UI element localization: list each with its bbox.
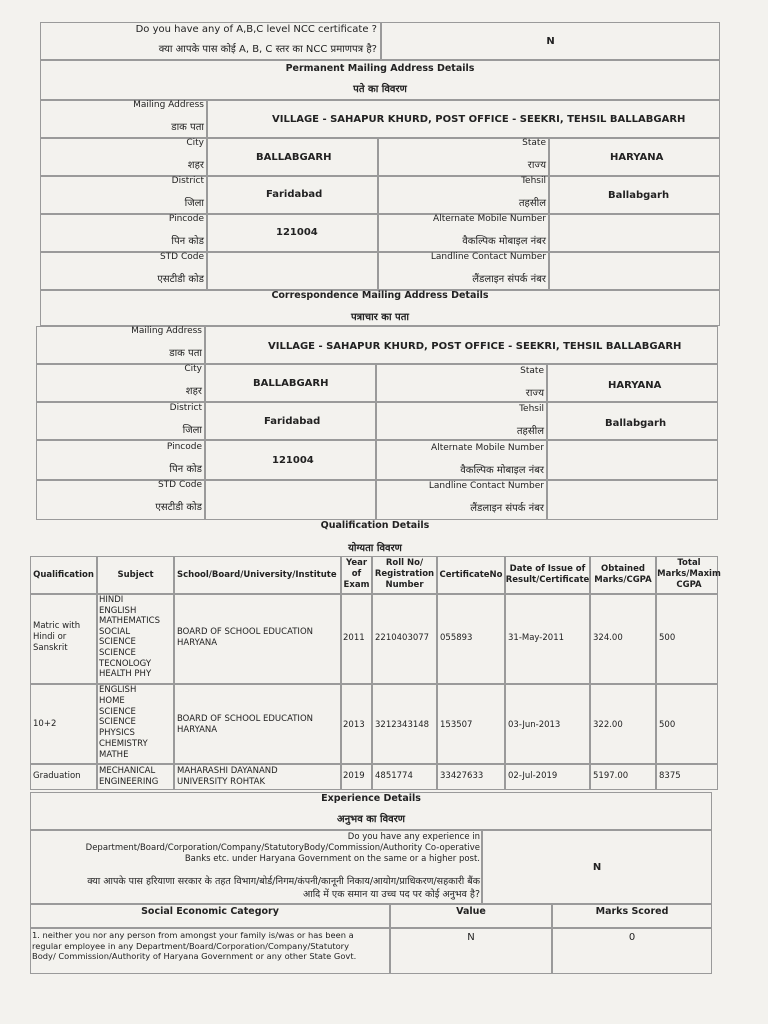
qual-row-qualification: Matric with Hindi or Sanskrit [33, 621, 81, 653]
experience-question-hi: क्या आपके पास हरियाणा सरकार के तहत विभाग/बोर्ड/निगम/कंपनी/कानूनी निकाय/आयोग/प्राधिकरण/सहकारी बैंक आदि में एक समान या उच्च पद पर कोई अनुभव है? [87, 876, 480, 900]
qual-row-qualification: Graduation [33, 771, 81, 781]
correspondence-title-hi: पत्राचार का पता [350, 312, 410, 323]
corr-city-value: BALLABGARH [253, 378, 329, 389]
socio-row1-value: N [467, 932, 475, 943]
corr-district-label-hi: जिला [182, 425, 202, 436]
qual-row-cert: 153507 [440, 720, 473, 730]
perm-pincode-value: 121004 [276, 227, 318, 238]
corr-altmobile-label-hi: वैकल्पिक मोबाइल नंबर [460, 465, 544, 476]
corr-landline-label-en: Landline Contact Number [428, 481, 544, 491]
qual-row-board: MAHARASHI DAYANAND UNIVERSITY ROHTAK [177, 766, 278, 787]
perm-altmobile-label-en: Alternate Mobile Number [433, 214, 546, 224]
corr-state-label-en: State [520, 366, 544, 376]
perm-state-label-en: State [522, 138, 546, 148]
qual-row-qualification: 10+2 [33, 719, 57, 729]
corr-altmobile-label-en: Alternate Mobile Number [431, 443, 544, 453]
perm-tehsil-label-hi: तहसील [518, 198, 546, 209]
qual-row-roll: 4851774 [375, 771, 413, 781]
qual-header-date-text: Date of Issue of Result/Certificate [505, 564, 590, 585]
qual-row-total: 8375 [659, 771, 681, 781]
qual-row-cert: 055893 [440, 633, 473, 643]
qual-row-year: 2013 [343, 720, 365, 730]
qual-row-board: BOARD OF SCHOOL EDUCATION HARYANA [177, 714, 313, 735]
qual-row-subject: HINDI ENGLISH MATHEMATICS SOCIAL SCIENCE SCIENCE TECNOLOGY HEALTH PHY [99, 595, 160, 680]
corr-altmobile-value-cell [547, 440, 718, 480]
correspondence-title-en: Correspondence Mailing Address Details [271, 290, 489, 301]
qual-header-board-text: School/Board/University/Institute [177, 570, 337, 580]
perm-tehsil-value: Ballabgarh [608, 190, 670, 201]
qual-row-total: 500 [659, 633, 676, 643]
qual-row-year: 2019 [343, 771, 365, 781]
perm-city-label-hi: शहर [187, 160, 204, 171]
permanent-title-hi: पते का विवरण [353, 84, 407, 95]
qual-row-board: BOARD OF SCHOOL EDUCATION HARYANA [177, 627, 313, 648]
ncc-question-hi: क्या आपके पास कोई A, B, C स्तर का NCC प्रमाणपत्र है? [158, 44, 377, 55]
socio-header-value-text: Value [456, 906, 486, 917]
corr-mailing-label-en: Mailing Address [131, 326, 202, 336]
corr-landline-label-hi: लैंडलाइन संपर्क नंबर [470, 503, 544, 514]
perm-std-value-cell [207, 252, 378, 290]
socio-header-marks-text: Marks Scored [595, 906, 669, 917]
perm-district-label-en: District [171, 176, 204, 186]
corr-state-label-hi: राज्य [525, 388, 544, 399]
experience-title-hi: अनुभव का विवरण [336, 814, 406, 825]
corr-tehsil-value: Ballabgarh [605, 418, 667, 429]
corr-std-label-en: STD Code [157, 480, 202, 490]
qual-row-cert: 33427633 [440, 771, 484, 781]
qual-row-roll: 2210403077 [375, 633, 430, 643]
perm-mailing-label-en: Mailing Address [133, 100, 204, 110]
qual-row-obtained: 324.00 [593, 633, 623, 643]
qual-row-total: 500 [659, 720, 676, 730]
qualification-title-hi: योग्यता विवरण [348, 543, 402, 554]
perm-mailing-label-hi: डाक पता [171, 122, 204, 133]
qual-row-date: 31-May-2011 [508, 633, 565, 643]
perm-district-value: Faridabad [266, 189, 323, 200]
perm-mailing-value: VILLAGE - SAHAPUR KHURD, POST OFFICE - SEEKRI, TEHSIL BALLABGARH [272, 114, 686, 125]
perm-state-label-hi: राज्य [527, 160, 546, 171]
qual-row-subject: MECHANICAL ENGINEERING [99, 766, 159, 787]
perm-std-label-hi: एसटीडी कोड [157, 274, 204, 285]
perm-altmobile-value-cell [549, 214, 720, 252]
corr-state-value: HARYANA [608, 380, 662, 391]
socio-row1-text: 1. neither you nor any person from amongst your family is/was or has been a regular employee in any Department/Board/Corporation/Company/Statutory Body/ Commission/Authority of Haryana Government or any other State Govt. [32, 930, 357, 961]
corr-pincode-label-hi: पिन कोड [169, 464, 202, 475]
perm-city-value: BALLABGARH [256, 152, 332, 163]
corr-district-value: Faridabad [264, 416, 321, 427]
perm-district-label-hi: जिला [184, 198, 204, 209]
qual-header-obtained-text: Obtained Marks/CGPA [594, 564, 652, 585]
experience-value: N [592, 862, 602, 873]
qual-header-cert-text: CertificateNo [439, 570, 503, 580]
corr-pincode-value: 121004 [272, 455, 314, 466]
qual-header-subject-text: Subject [117, 570, 154, 580]
perm-city-label-en: City [186, 138, 204, 148]
corr-district-label-en: District [169, 403, 202, 413]
experience-title-en: Experience Details [321, 793, 421, 804]
corr-std-value-cell [205, 480, 376, 520]
perm-pincode-label-hi: पिन कोड [171, 236, 204, 247]
corr-landline-value-cell [547, 480, 718, 520]
corr-tehsil-label-en: Tehsil [519, 404, 544, 414]
qual-row-date: 02-Jul-2019 [508, 771, 558, 781]
perm-altmobile-label-hi: वैकल्पिक मोबाइल नंबर [462, 236, 546, 247]
qual-header-roll-text: Roll No/ Registration Number [374, 558, 435, 590]
corr-city-label-en: City [184, 364, 202, 374]
permanent-title-en: Permanent Mailing Address Details [285, 63, 475, 74]
corr-city-label-hi: शहर [185, 386, 202, 397]
experience-question-en: Do you have any experience in Department/Board/Corporation/Company/StatutoryBody/Commission/Authority Co-operative Banks etc. under Haryana Government on the same or a higher post. [85, 832, 480, 864]
qualification-title-en: Qualification Details [320, 520, 430, 531]
corr-mailing-label-hi: डाक पता [169, 348, 202, 359]
qual-row-year: 2011 [343, 633, 365, 643]
perm-landline-label-en: Landline Contact Number [430, 252, 546, 262]
perm-std-label-en: STD Code [159, 252, 204, 262]
qual-row-obtained: 322.00 [593, 720, 623, 730]
socio-row1-marks: 0 [628, 932, 636, 943]
perm-tehsil-label-en: Tehsil [521, 176, 546, 186]
qual-header-year-text: Year of Exam [343, 558, 370, 590]
qual-header-qualification-text: Qualification [33, 570, 94, 580]
socio-header-category-text: Social Economic Category [141, 906, 279, 917]
ncc-question-en: Do you have any of A,B,C level NCC certificate ? [135, 24, 377, 35]
corr-std-label-hi: एसटीडी कोड [155, 502, 202, 513]
perm-landline-value-cell [549, 252, 720, 290]
qual-header-total-text: Total Marks/Maxim CGPA [657, 558, 721, 590]
ncc-value: N [546, 36, 555, 47]
corr-mailing-value: VILLAGE - SAHAPUR KHURD, POST OFFICE - SEEKRI, TEHSIL BALLABGARH [268, 341, 682, 352]
qual-row-roll: 3212343148 [375, 720, 430, 730]
qual-row-obtained: 5197.00 [593, 771, 629, 781]
perm-landline-label-hi: लैंडलाइन संपर्क नंबर [472, 274, 546, 285]
qual-row-date: 03-Jun-2013 [508, 720, 561, 730]
perm-state-value: HARYANA [610, 152, 664, 163]
qual-row-subject: ENGLISH HOME SCIENCE SCIENCE PHYSICS CHEMISTRY MATHE [99, 685, 148, 760]
corr-pincode-label-en: Pincode [166, 442, 202, 452]
corr-tehsil-label-hi: तहसील [516, 426, 544, 437]
perm-pincode-label-en: Pincode [168, 214, 204, 224]
